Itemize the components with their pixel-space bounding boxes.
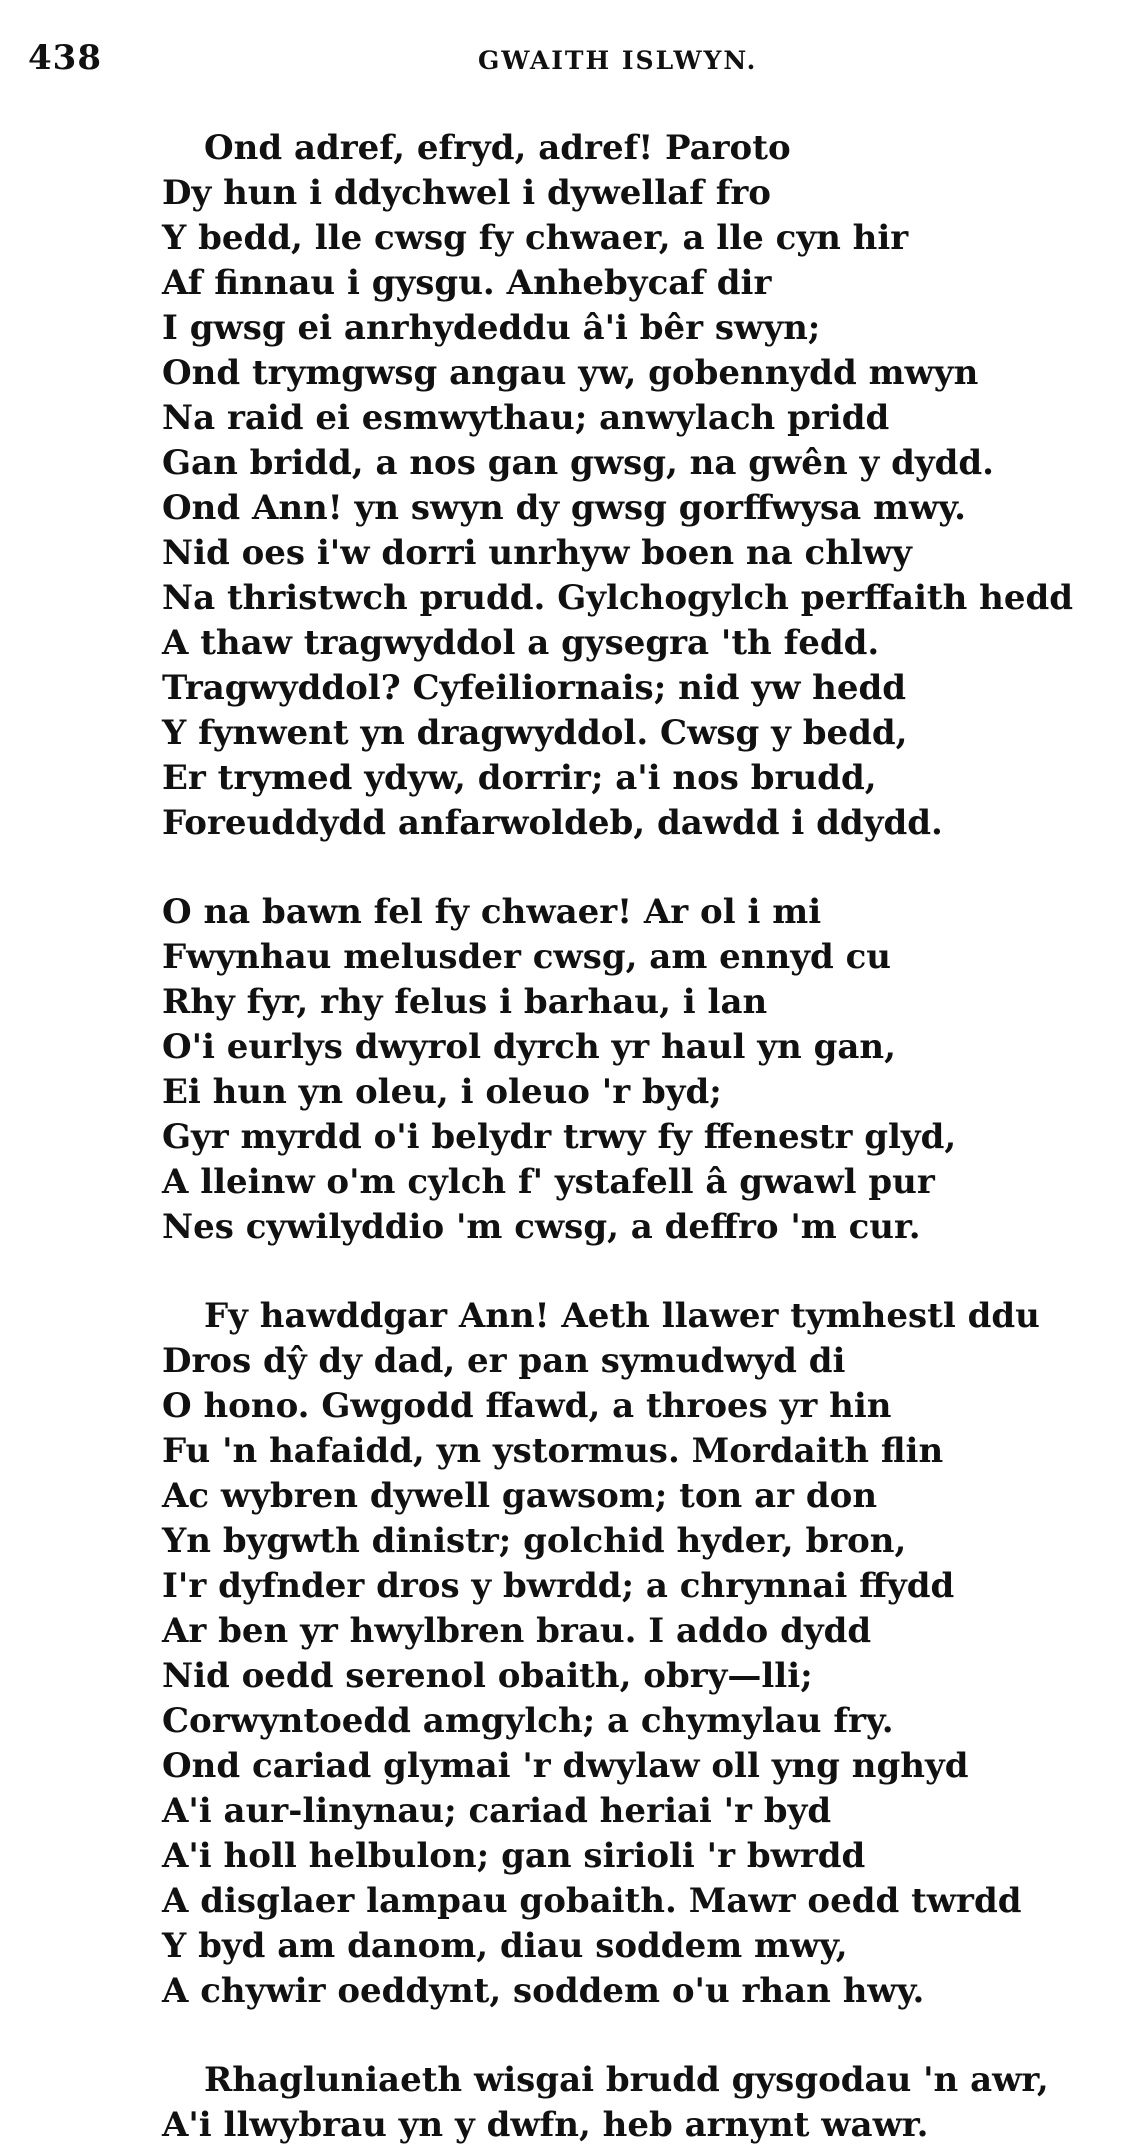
poem-line: A'i holl helbulon; gan sirioli 'r bwrdd bbox=[162, 1836, 866, 1876]
poem-line: Fy hawddgar Ann! Aeth llawer tymhestl ddu bbox=[204, 1296, 1040, 1336]
poem-line: A chywir oeddynt, soddem o'u rhan hwy. bbox=[162, 1971, 925, 2011]
poem-line: Na raid ei esmwythau; anwylach pridd bbox=[162, 398, 890, 438]
poem-line: A disglaer lampau gobaith. Mawr oedd twrdd bbox=[162, 1881, 1022, 1921]
poem-line: Y fynwent yn dragwyddol. Cwsg y bedd, bbox=[162, 713, 908, 753]
page-header bbox=[28, 38, 1108, 88]
poem-line: Ac wybren dywell gawsom; ton ar don bbox=[162, 1476, 878, 1516]
poem-line: Ond Ann! yn swyn dy gwsg gorffwysa mwy. bbox=[162, 488, 966, 528]
poem-line: Fu 'n hafaidd, yn ystormus. Mordaith flin bbox=[162, 1431, 944, 1471]
poem-line: O'i eurlys dwyrol dyrch yr haul yn gan, bbox=[162, 1027, 896, 1067]
poem-line: Dy hun i ddychwel i dywellaf fro bbox=[162, 173, 771, 213]
poem-line: Y byd am danom, diau soddem mwy, bbox=[162, 1926, 848, 1966]
poem-line: O na bawn fel fy chwaer! Ar ol i mi bbox=[162, 892, 822, 932]
poem-line: O hono. Gwgodd ffawd, a throes yr hin bbox=[162, 1386, 892, 1426]
poem-line: Nes cywilyddio 'm cwsg, a deffro 'm cur. bbox=[162, 1207, 921, 1247]
poem-line: Af finnau i gysgu. Anhebycaf dir bbox=[162, 263, 772, 303]
poem-line: Er trymed ydyw, dorrir; a'i nos brudd, bbox=[162, 758, 877, 798]
poem-line: Gyr myrdd o'i belydr trwy fy ffenestr glyd, bbox=[162, 1117, 957, 1157]
poem-line: Tragwyddol? Cyfeiliornais; nid yw hedd bbox=[162, 668, 907, 708]
running-title: GWAITH ISLWYN. bbox=[478, 46, 758, 75]
poem-line: A lleinw o'm cylch f' ystafell â gwawl pur bbox=[162, 1162, 935, 1202]
stanza bbox=[162, 126, 1122, 846]
poem-line: Ond cariad glymai 'r dwylaw oll yng nghyd bbox=[162, 1746, 969, 1786]
poem-line: A'i aur-linynau; cariad heriai 'r byd bbox=[162, 1791, 832, 1831]
poem-line: Yn bygwth dinistr; golchid hyder, bron, bbox=[162, 1521, 907, 1561]
poem-line: A'i llwybrau yn y dwfn, heb arnynt wawr. bbox=[162, 2105, 929, 2145]
poem-line: Dros dŷ dy dad, er pan symudwyd di bbox=[162, 1341, 846, 1381]
poem-line: Corwyntoedd amgylch; a chymylau fry. bbox=[162, 1701, 894, 1741]
poem-line: Rhy fyr, rhy felus i barhau, i lan bbox=[162, 982, 768, 1022]
poem-line: Nid oes i'w dorri unrhyw boen na chlwy bbox=[162, 533, 912, 573]
poem-line: Y bedd, lle cwsg fy chwaer, a lle cyn hir bbox=[162, 218, 909, 258]
poem-body bbox=[162, 126, 1122, 2148]
poem-line: Gan bridd, a nos gan gwsg, na gwên y dydd. bbox=[162, 443, 995, 483]
stanza bbox=[162, 1294, 1122, 2014]
poem-line: Nid oedd serenol obaith, obry—lli; bbox=[162, 1656, 813, 1696]
page-number: 438 bbox=[28, 38, 102, 78]
poem-line: I'r dyfnder dros y bwrdd; a chrynnai ffydd bbox=[162, 1566, 955, 1606]
poem-line: A thaw tragwyddol a gysegra 'th fedd. bbox=[162, 623, 880, 663]
stanza bbox=[162, 2058, 1122, 2148]
poem-line: Ond trymgwsg angau yw, gobennydd mwyn bbox=[162, 353, 979, 393]
poem-line: Ei hun yn oleu, i oleuo 'r byd; bbox=[162, 1072, 722, 1112]
poem-line: I gwsg ei anrhydeddu â'i bêr swyn; bbox=[162, 308, 821, 348]
stanza bbox=[162, 890, 1122, 1250]
poem-line: Foreuddydd anfarwoldeb, dawdd i ddydd. bbox=[162, 803, 943, 843]
poem-line: Ar ben yr hwylbren brau. I addo dydd bbox=[162, 1611, 872, 1651]
poem-line: Na thristwch prudd. Gylchogylch perffaith hedd bbox=[162, 578, 1074, 618]
poem-line: Rhagluniaeth wisgai brudd gysgodau 'n awr, bbox=[204, 2060, 1049, 2100]
poem-line: Ond adref, efryd, adref! Paroto bbox=[204, 128, 791, 168]
poem-line: Fwynhau melusder cwsg, am ennyd cu bbox=[162, 937, 891, 977]
